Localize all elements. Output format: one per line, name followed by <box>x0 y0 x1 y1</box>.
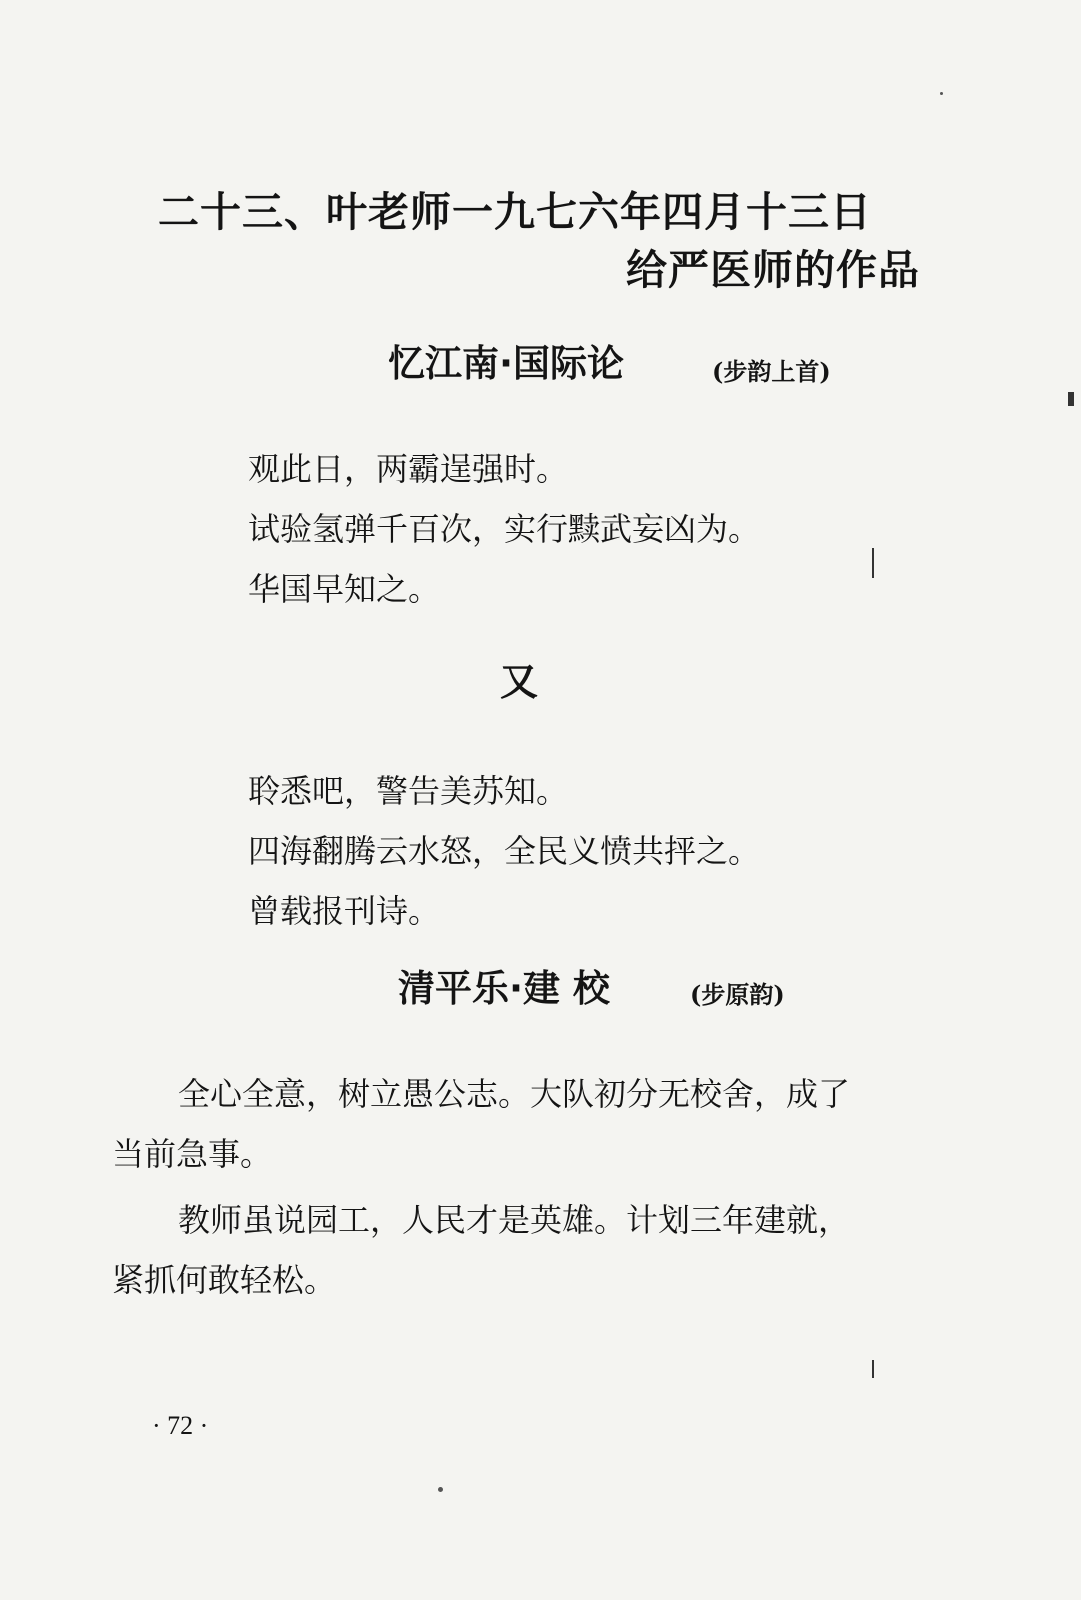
scan-edge-mark <box>872 548 874 578</box>
poem2-line: 四海翻腾云水怒，全民义愤共抨之。 <box>248 832 761 870</box>
poem3-paragraph1-line1: 全心全意，树立愚公志。大队初分无校舍，成了 <box>178 1075 851 1113</box>
poem3-paragraph2-line2: 紧抓何敢轻松。 <box>112 1261 337 1299</box>
poem2-heading: 又 <box>500 660 539 704</box>
poem1-note: (步韵上首) <box>712 357 831 386</box>
page-number: · 72 · <box>152 1411 209 1440</box>
scan-edge-mark <box>1068 392 1074 406</box>
poem1-line: 观此日，两霸逞强时。 <box>248 450 569 488</box>
scan-edge-mark <box>872 1360 874 1378</box>
poem2-line: 聆悉吧，警告美苏知。 <box>248 772 569 810</box>
scan-speck <box>438 1487 443 1492</box>
poem1-heading: 忆江南·国际论 <box>388 342 625 385</box>
poem3-paragraph2-line1: 教师虽说园工，人民才是英雄。计划三年建就， <box>178 1201 851 1239</box>
poem3-paragraph1-line2: 当前急事。 <box>112 1135 273 1173</box>
poem1-line: 试验氢弹千百次，实行黩武妄凶为。 <box>248 510 761 548</box>
poem1-line: 华国早知之。 <box>248 570 441 608</box>
poem2-line: 曾载报刊诗。 <box>248 892 441 930</box>
scan-speck <box>940 92 943 95</box>
section-title-line2: 给严医师的作品 <box>626 246 920 294</box>
section-title-line1: 二十三、叶老师一九七六年四月十三日 <box>158 188 872 236</box>
poem3-note: (步原韵) <box>690 980 785 1009</box>
poem3-heading: 清平乐·建 校 <box>398 967 610 1010</box>
